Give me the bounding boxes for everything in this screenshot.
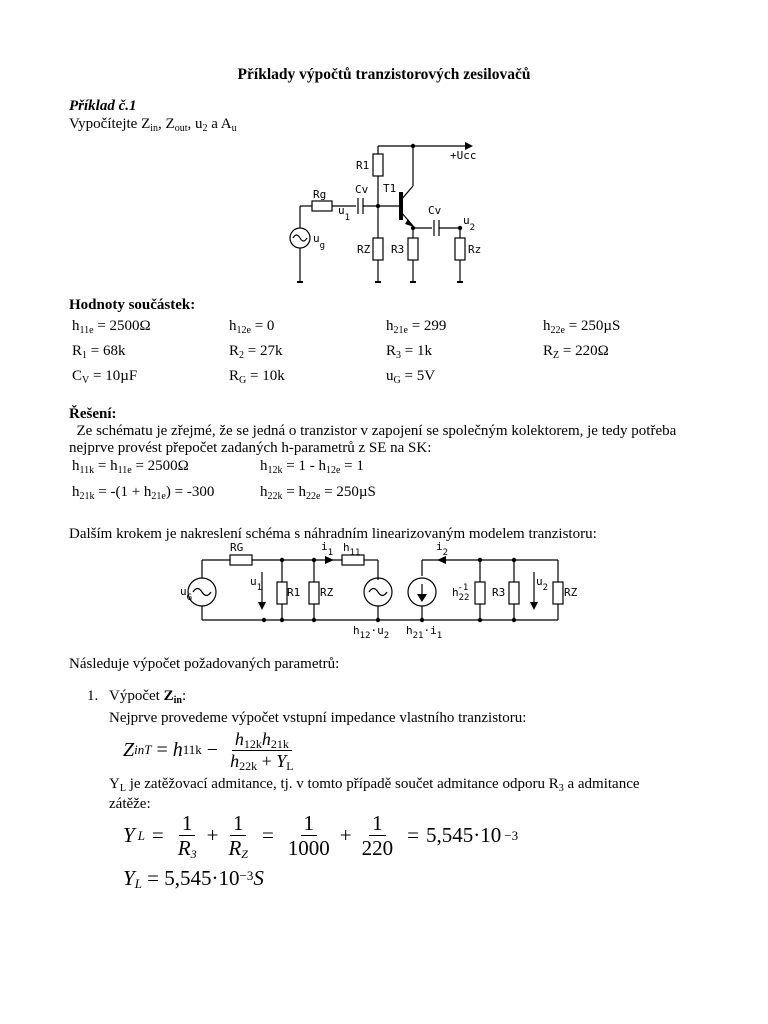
conversion-formula: $h_{22k} = h_{22e} = 250\mu S$: [260, 484, 376, 502]
label-cv-right: Cv: [428, 204, 442, 217]
component-value: $h_{12e} = 0$: [229, 318, 275, 336]
task-and: a A: [207, 116, 232, 132]
task-prefix: Vypočítejte Z: [69, 116, 151, 132]
solution-heading: Řešení:: [69, 406, 117, 422]
label-rz: Rz: [468, 243, 482, 256]
yl-text-line2: zátěže:: [109, 796, 151, 812]
label-u2: $u_2$: [463, 214, 476, 233]
label-r3: R3: [391, 243, 405, 256]
circuit-diagram-equivalent-model: [178, 540, 598, 640]
item-description: Nejprve provedeme výpočet vstupní impedance vlastního tranzistoru:: [109, 710, 527, 726]
component-value: $h_{21e} = 299$: [386, 318, 447, 336]
yl-text: $Y_L$ je zatěžovací admitance, tj. v tomto případě součet admitance odporu $R_3$ a admitance: [109, 776, 640, 794]
label2-u2: $u_2$: [536, 575, 549, 593]
component-value: $R_3 = 1k$: [386, 343, 432, 361]
component-value: $R_1 = 68k$: [72, 343, 126, 361]
item-colon: :: [181, 688, 187, 704]
zin-sub: in: [150, 123, 159, 134]
conversion-formula: $h_{11k} = h_{11e} = 2500\Omega$: [72, 458, 189, 476]
label2-rg: RG: [230, 541, 244, 554]
components-heading: Hodnoty součástek:: [69, 297, 196, 313]
label2-i1: $i_1$: [321, 540, 334, 558]
conversion-formula: $h_{21k} = -(1 + h_{21e}) = -300$: [72, 484, 215, 502]
component-value: $h_{11e} = 2500\Omega$: [72, 318, 151, 336]
task-comma1: , Z: [158, 116, 175, 132]
label-r1: R1: [356, 159, 370, 172]
label-rg: Rg: [313, 188, 327, 201]
label2-rz: RZ: [320, 586, 334, 599]
circuit-diagram-amplifier: [280, 134, 500, 286]
calc-intro: Následuje výpočet požadovaných parametrů:: [69, 656, 340, 672]
label-r2: RZ: [357, 243, 371, 256]
label-u1: $u_1$: [338, 204, 351, 223]
au-sub: u: [231, 123, 237, 134]
component-value: $R_G = 10k$: [229, 368, 285, 386]
equation-yl-sum: Y L = $\frac{1}{R_3}$ + $\frac{1}{R_Z}$ = $\frac{1}{1000}$ + $\frac{1}{220}$ = 5,545·10 −3: [123, 811, 519, 862]
conversion-formula: $h_{12k} = 1 - h_{12e} = 1$: [260, 458, 364, 476]
equation-zint: Z inT = h 11k − $\frac{h_{12k}h_{21k}}{h_{22k} + Y_L}$: [123, 730, 301, 771]
example-heading: Příklad č.1: [69, 98, 137, 114]
label2-src2: $h_{21}\cdot i_1$: [406, 624, 443, 640]
zout-sub: out: [174, 123, 188, 134]
label2-u1: $u_1$: [250, 575, 263, 593]
component-value: $R_2 = 27k$: [229, 343, 283, 361]
eq1-lhs: Z: [123, 738, 135, 761]
label-cv-left: Cv: [355, 183, 369, 196]
task-comma2: , u: [187, 116, 203, 132]
label2-i2: $i_2$: [436, 540, 449, 558]
item-bold: $Z_{in}$: [163, 688, 182, 706]
label2-r3: R3: [492, 586, 506, 599]
component-value: $u_G = 5V$: [386, 368, 436, 386]
label2-h22: $h_{22}-1$: [452, 583, 470, 603]
label2-h11: $h_{11}$: [343, 541, 361, 558]
item-label: Výpočet: [109, 688, 164, 704]
component-value: $h_{22e} = 250\mu S$: [543, 318, 621, 336]
equation-yl-result: $Y_L = 5,545\cdot 10^{-3}S$: [123, 866, 264, 891]
label-t1: T1: [383, 182, 397, 195]
solution-line2: nejprve provést přepočet zadaných h-parametrů z SE na SK:: [69, 440, 432, 456]
page-title: Příklady výpočtů tranzistorových zesilovačů: [237, 66, 531, 83]
eq1-fraction: $\frac{h_{12k}h_{21k}}{h_{22k} + Y_L}$: [230, 729, 294, 773]
component-value: $R_Z = 220\Omega$: [543, 343, 609, 361]
label2-src1: $h_{12}\cdot u_2$: [353, 624, 390, 640]
label2-ug: $u_G$: [180, 585, 193, 603]
label-ug: $u_g$: [313, 232, 326, 251]
list-number: 1.: [87, 688, 99, 704]
solution-line1: Ze schématu je zřejmé, že se jedná o tranzistor v zapojení se společným kolektorem, je tedy potřeba: [69, 423, 677, 439]
next-step-text: Dalším krokem je nakreslení schéma s náhradním linearizovaným modelem tranzistoru:: [69, 526, 597, 542]
task-text: [69, 116, 237, 133]
list-item-heading: [109, 688, 186, 705]
component-value: $C_V = 10\mu F$: [72, 368, 138, 386]
label2-r1: R1: [287, 586, 301, 599]
eq1-eq: =: [151, 738, 173, 761]
label-ucc: +Ucc: [450, 149, 477, 162]
label2-rz-right: RZ: [564, 586, 578, 599]
u2-sub: 2: [202, 123, 208, 134]
